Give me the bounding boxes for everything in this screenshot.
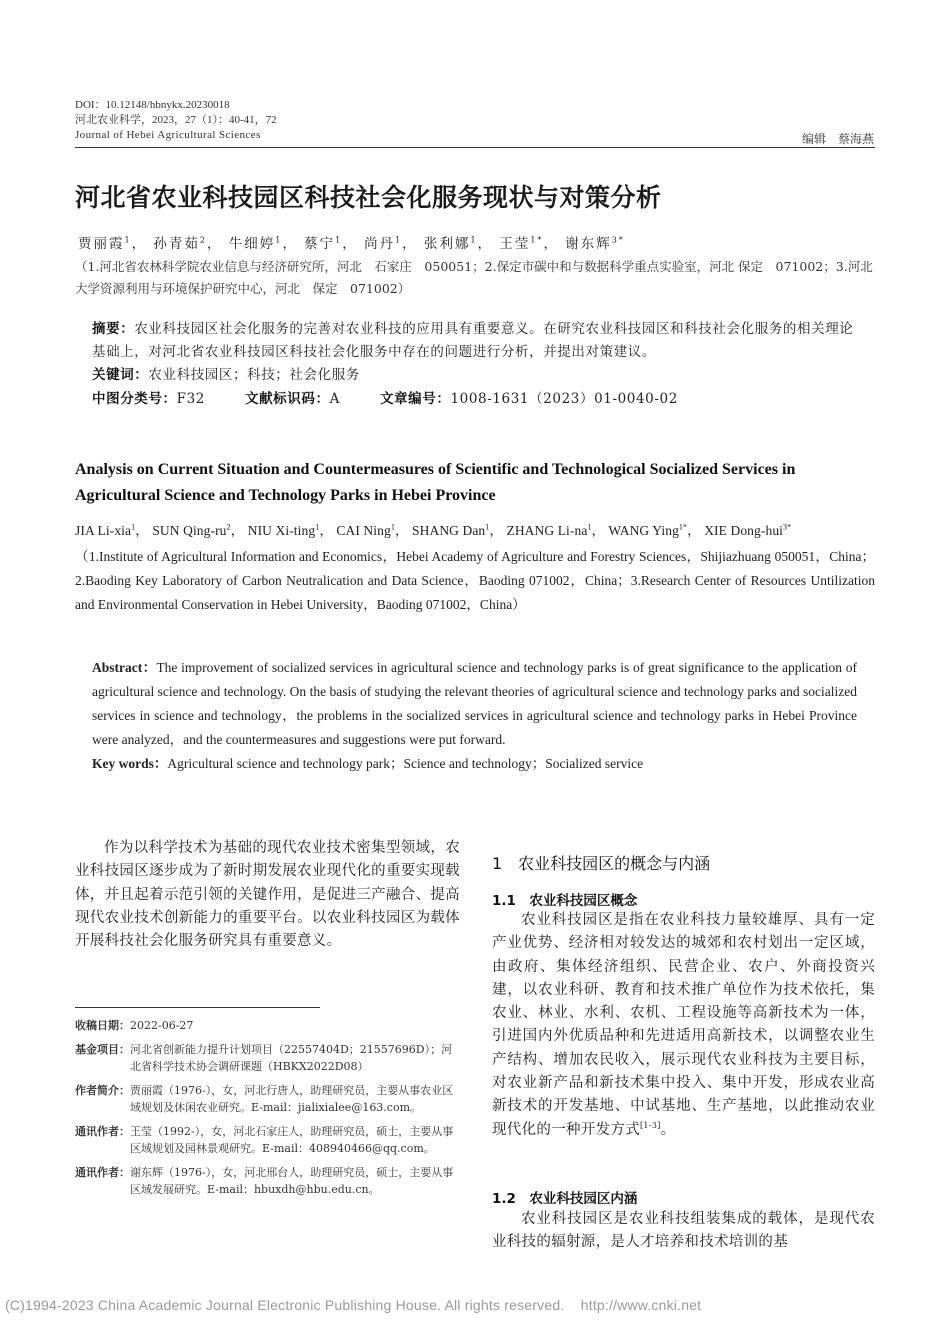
author-en-3: NIU Xi-ting$^1$ — [247, 522, 320, 538]
footnote-rule — [75, 1007, 320, 1008]
section-1-1-heading: 1.1 农业科技园区概念 — [492, 893, 638, 909]
abstract-en — [92, 656, 857, 752]
citation-1-3: [1-3] — [640, 1120, 661, 1130]
author-cn-3: 牛细婷$^1$ — [228, 235, 283, 252]
affiliations-cn: （1.河北省农林科学院农业信息与经济研究所，河北 石家庄 050051；2.保定市碳中和与数据科学重点实验室，河北 保定 071002；3.河北大学资源利用与环境保护研究中心，河北 保定 071002） — [75, 259, 873, 296]
doc-code-value: A — [329, 390, 340, 407]
author-cn-6: 张利娜$^1$ — [423, 235, 478, 252]
author-cn-1: 贾丽霞$^1$ — [78, 235, 132, 252]
title-en: Analysis on Current Situation and Countermeasures of Scientific and Technological Socialized Services in Agricultural Science and Technology Parks in Hebei Province — [75, 461, 796, 504]
header-rule — [75, 147, 875, 148]
doi-line: DOI：10.12148/hbnykx.20230018 — [75, 99, 230, 111]
keywords-cn-label: 关键词： — [92, 367, 149, 383]
doc-code-label: 文献标识码： — [244, 390, 330, 407]
author-cn-8: 谢东辉$^{3*}$ — [565, 235, 625, 252]
footnote-corresponding-1: 通讯作者： 王莹（1992-），女，河北石家庄人，助理研究员，硕士，主要从事区域规划及园林景观研究。E-mail：408940466@qq.com。 — [75, 1125, 454, 1155]
section-1-heading: 1 农业科技园区的概念与内涵 — [492, 854, 711, 873]
author-en-1: JIA Li-xia$^1$ — [75, 522, 136, 538]
footnote-corresponding-2: 通讯作者： 谢东辉（1976-），女，河北邢台人，助理研究员，硕士，主要从事区域发展研究。E-mail：hbuxdh@hbu.edu.cn。 — [75, 1166, 454, 1196]
author-en-4: CAI Ning$^1$ — [336, 522, 395, 538]
abstract-cn — [92, 318, 862, 363]
author-en-7: WANG Ying$^{1*}$ — [608, 522, 688, 538]
affiliations-en: （1.Institute of Agricultural Information and Economics，Hebei Academy of Agriculture and Forestry Sciences，Shijiazhuang 050051，China；2.Baoding Key Laboratory of Carbon Neutralication and Data Science，Baoding 071002，China；3.Research Center of Resources Untilization and Environmental Conservation in Hebei University，Baoding 071002，China） — [75, 549, 875, 612]
authors-cn: 贾丽霞$^1$， 孙青茹$^2$， 牛细婷$^1$， 蔡宁$^1$， 尚丹$^1$， 张利娜$^1$， 王莹$^{1*}$， 谢东辉$^{3*}$ — [78, 235, 625, 252]
abstract-cn-text: 农业科技园区社会化服务的完善对农业科技的应用具有重要意义。在研究农业科技园区和科技社会化服务的相关理论基础上，对河北省农业科技园区科技社会化服务中存在的问题进行分析，并提出对策建议。 — [92, 321, 854, 360]
author-cn-7: 王莹$^{1*}$ — [499, 235, 544, 252]
clc-value: F32 — [176, 390, 205, 407]
copyright-footer: (C)1994-2023 China Academic Journal Electronic Publishing House. All rights reserved. http://www.cnki.net — [5, 1297, 702, 1313]
author-cn-4: 蔡宁$^1$ — [304, 235, 343, 252]
keywords-en — [92, 752, 857, 776]
title-cn: 河北省农业科技园区科技社会化服务现状与对策分析 — [75, 183, 662, 212]
author-en-6: ZHANG $Li-na^1$ — [506, 522, 592, 538]
editor-name: 编辑 蔡海燕 — [801, 132, 874, 146]
author-en-2: SUN Qing-$ru^2$ — [152, 522, 231, 538]
article-no-label: 文章编号： — [379, 390, 451, 407]
authors-en: JIA Li-xia$^1$， SUN Qing-$ru^2$， NIU Xi-ting$^1$， CAI Ning$^1$， SHANG Dan$^1$， ZHANG $Li-na^1$， WANG Ying$^{1*}$， XIE Dong-hui$^{3*}$ — [75, 522, 792, 538]
journal-en-line: Journal of Hebei Agricultural Sciences — [75, 129, 261, 141]
abstract-cn-label: 摘要： — [92, 321, 135, 337]
abstract-en-label: Abstract： — [92, 660, 157, 675]
footnote-received: 收稿日期： 2022-06-27 — [75, 1019, 194, 1032]
footnote-funding: 基金项目： 河北省创新能力提升计划项目（22557404D；21557696D）；河北省科学技术协会调研课题（HBKX2022D08） — [75, 1043, 453, 1073]
abstract-en-block — [92, 656, 857, 776]
journal-cn-line: 河北农业科学，2023，27（1）：40-41，72 — [75, 114, 277, 126]
section-1-1-paragraph: 农业科技园区是指在农业科技力量较雄厚、具有一定产业优势、经济相对较发达的城郊和农村划出一定区域，由政府、集体经济组织、民营企业、农户、外商投资兴建，以农业科研、教育和技术推广单位作为技术依托，集农业、林业、水利、农机、工程设施等高新技术为一体，引进国内外优质品种和先进适用高新技术，以调整农业生产结构、增加农民收入，展示现代农业科技为主要目标，对农业新产品和新技术集中投入、集中开发，形成农业高新技术的开发基地、中试基地、生产基地，以此推动农业现代化的一种开发方式[1-3]。 — [492, 912, 875, 1138]
article-no-value: 1008-1631（2023）01-0040-02 — [450, 390, 678, 407]
abstract-cn-block — [92, 318, 862, 410]
keywords-en-label: Key words： — [92, 756, 168, 771]
section-1-2-heading: 1.2 农业科技园区内涵 — [492, 1191, 638, 1207]
section-1-2-paragraph: 农业科技园区是农业科技组装集成的载体，是现代农业科技的辐射源，是人才培养和技术培训的基 — [492, 1211, 875, 1251]
abstract-en-text: The improvement of socialized services in agricultural science and technology parks is of great significance to the application of agricultural science and technology. On the basis of studying the relevant theories of agricultural science and technology parks and socialized services in science and technology，the problems in the socialized services in agricultural science and technology parks in Hebei Province were analyzed，and the countermeasures and suggestions were put forward. — [92, 660, 857, 747]
clc-label: 中图分类号： — [92, 390, 177, 407]
footnotes — [75, 1017, 463, 1198]
keywords-cn-text: 农业科技园区；科技；社会化服务 — [148, 367, 360, 383]
footnote-author-bio: 作者简介： 贾丽霞（1976-），女，河北行唐人，助理研究员，主要从事农业区域规划及休闲农业研究。E-mail：jialixialee@163.com。 — [75, 1084, 454, 1114]
keywords-cn — [92, 364, 862, 387]
author-cn-2: 孙青茹$^2$ — [153, 235, 207, 252]
author-cn-5: 尚丹$^1$ — [364, 235, 403, 252]
intro-paragraph: 作为以科学技术为基础的现代农业技术密集型领域，农业科技园区逐步成为了新时期发展农业现代化的重要实现载体，并且起着示范引领的关键作用，是促进三产融合、提高现代农业技术创新能力的重要平台。以农业科技园区为载体开展科技社会化服务研究具有重要意义。 — [75, 840, 460, 950]
keywords-en-text: Agricultural science and technology park；Science and technology；Socialized service — [167, 756, 644, 771]
author-en-8: XIE Dong-hui$^{3*}$ — [704, 522, 792, 538]
classification-line — [92, 388, 862, 411]
author-en-5: SHANG Dan$^1$ — [412, 522, 490, 538]
